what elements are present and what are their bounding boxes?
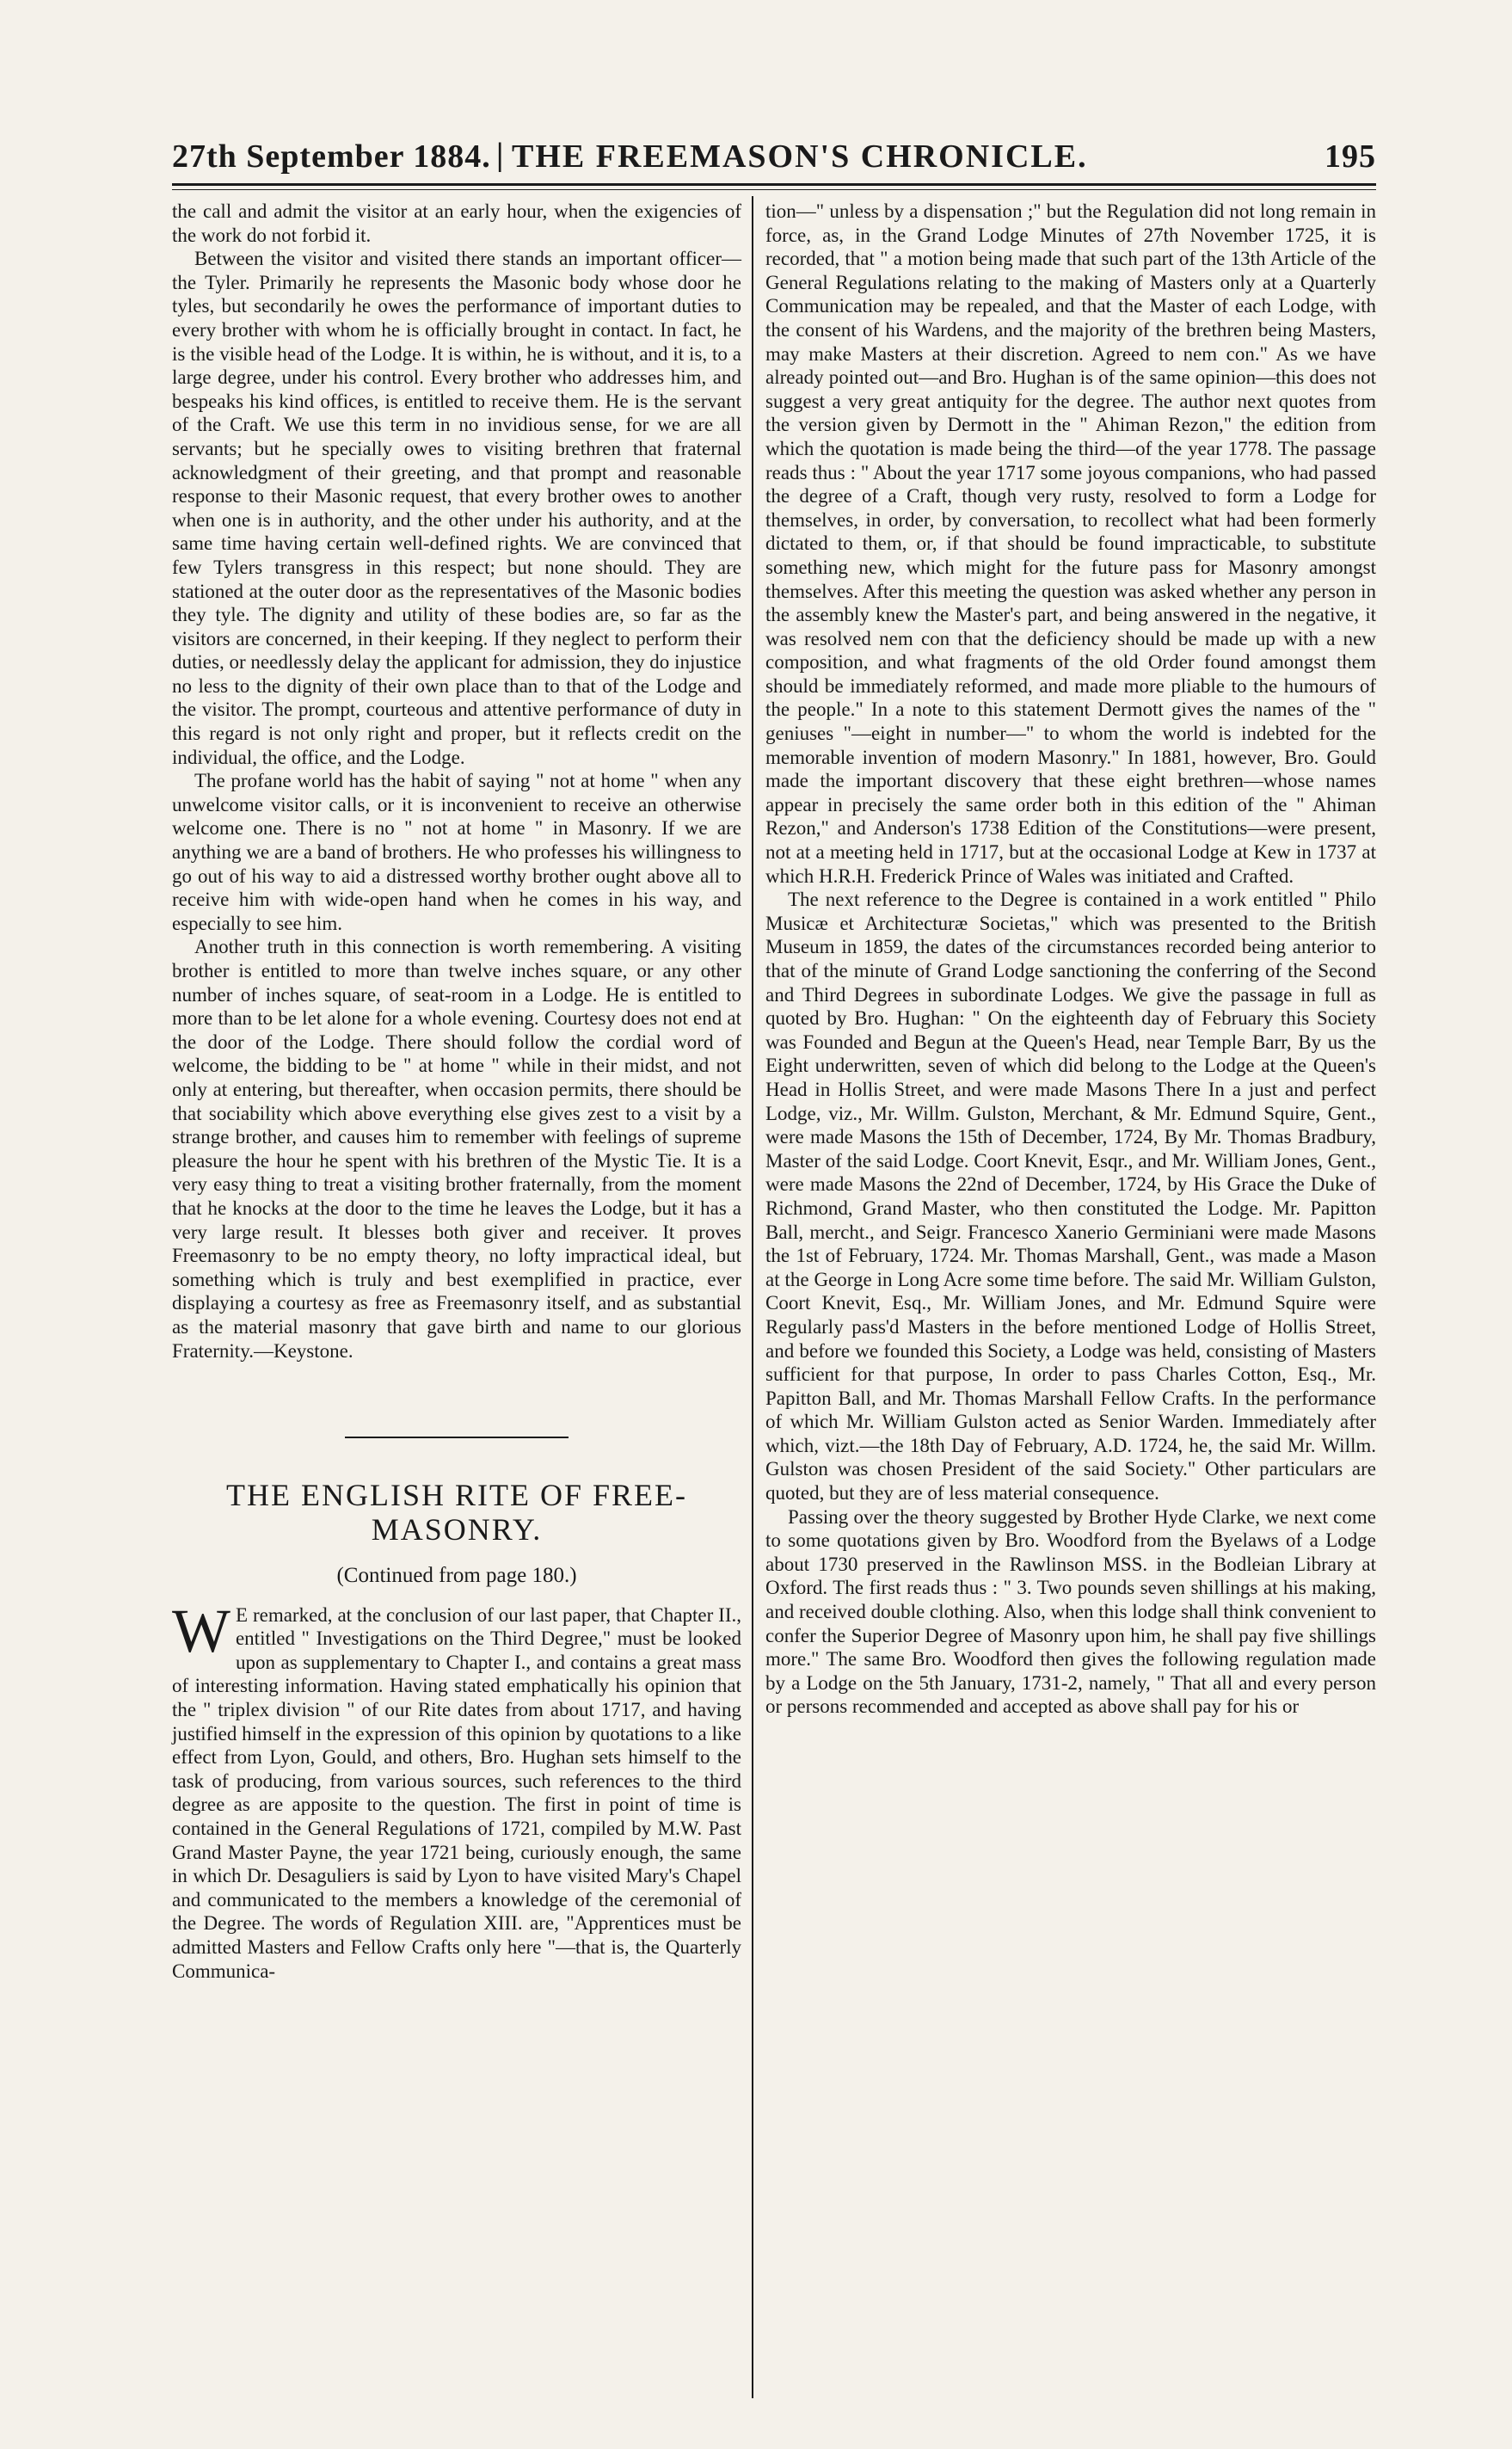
article-opening-text: E remarked, at the conclusion of our last paper, that Chapter II., entitled " Investigations on the Third Degree," must be looked upon as supplementary to Chapter I., and contains a great mass of interesting information. Having stated emphatically his opinion that the " triplex division " of our Rite dates from about 1717, and having justified himself in the expression of this opinion by quotations to a like effect from Lyon, Gould, and others, Bro. Hughan sets himself to the task of producing, from various sources, such references to the third degree as are apposite to the question. The first in point of time is contained in the General Regulations of 1721, compiled by M.W. Past Grand Master Payne, the year 1721 being, curiously enough, the same in which Dr. Desaguliers is said by Lyon to have visited Mary's Chapel and communicated to the members a knowledge of the ceremonial of the Degree. The words of Regulation XIII. are, "Apprentices must be admitted Masters and Fellow Crafts only here "—that is, the Quarterly Communica- [172, 1603, 741, 1982]
page-number: 195 [1325, 138, 1376, 175]
paragraph: The profane world has the habit of saying " not at home " when any unwelcome visitor calls, or it is inconvenient to receive an otherwise welcome one. There is no " not at home " in Masonry. If we are anything we are a band of brothers. He who professes his willingness to go out of his way to aid a distressed worthy brother ought above all to receive him with wide-open hand when he comes in his way, and especially to see him. [172, 770, 741, 934]
header-divider: | [496, 137, 505, 173]
paragraph: Passing over the theory suggested by Brother Hyde Clarke, we next come to some quotations given by Bro. Woodford from the Byelaws of a Lodge about 1730 preserved in the Rawlinson MSS. in the Bodleian Library at Oxford. The first reads thus : " 3. Two pounds seven shillings at his making, and received double clothing. Also, when this lodge shall think convenient to confer the Superior Degree of Masonry upon him, he shall pay five shillings more." The same Bro. Woodford then gives the following regulation made by a Lodge on the 5th January, 1731-2, namely, " That all and every person or persons recommended and accepted as above shall pay for his or [765, 1505, 1376, 1718]
drop-cap: W [172, 1596, 230, 1665]
article-opening-paragraph [172, 1596, 741, 1984]
paragraph: tion—" unless by a dispensation ;" but the Regulation did not long remain in force, as, in the Grand Lodge Minutes of 27th November 1725, it is recorded, that " a motion being made that such part of the 13th Article of the General Regulations relating to the making of Masters only at a Quarterly Communication may be repealed, and that the Master of each Lodge, with the consent of his Wardens, and the majority of the brethren being Masters, may make Masters at their discretion. Agreed to nem con." As we have already pointed out—and Bro. Hughan is of the same opinion—this does not suggest a very great antiquity for the degree. The author next quotes from the version given by Dermott in the " Ahiman Rezon," the edition from which the quotation is made being the third—of the year 1778. The passage reads thus : " About the year 1717 some joyous companions, who had passed the degree of a Craft, though very rusty, resolved to form a Lodge for themselves, in order, by conversation, to recollect what had been formerly dictated to them, or, if that should be found impracticable, to substitute something new, which might for the future pass for Masonry amongst themselves. After this meeting the question was asked whether any person in the assembly knew the Master's part, and being answered in the negative, it was resolved nem con that the deficiency should be made up with a new composition, and what fragments of the old Order found amongst them should be immediately reformed, and made more pliable to the humours of the people." In a note to this statement Dermott gives the names of the " geniuses "—eight in number—" to whom the world is indebted for the memorable invention of modern Masonry." In 1881, however, Bro. Gould made the important discovery that these eight brethren—whose names appear in precisely the same order both in this edition of the " Ahiman Rezon," and Anderson's 1738 Edition of the Constitutions—were present, not at a meeting held in 1717, but at the occasional Lodge at Kew in 1737 at which H.R.H. Frederick Prince of Wales was initiated and Crafted. [765, 200, 1376, 887]
paragraph: the call and admit the visitor at an early hour, when the exigencies of the work do not forbid it. [172, 200, 741, 246]
header-rule-thick [172, 183, 1376, 186]
article-title: THE ENGLISH RITE OF FREE-MASONRY. [226, 1478, 687, 1548]
article-subtitle: (Continued from page 180.) [336, 1564, 577, 1588]
issue-date: 27th September 1884. [172, 138, 491, 175]
paragraph: The next reference to the Degree is contained in a work entitled " Philo Musicæ et Architecturæ Societas," which was presented to the British Museum in 1859, the dates of the circumstances recorded being anterior to that of the minute of Grand Lodge sanctioning the conferring of the Second and Third Degrees in subordinate Lodges. We give the passage in full as quoted by Bro. Hughan: " On the eighteenth day of February this Society was Founded and Begun at the Queen's Head, near Temple Barr, By us the Eight underwritten, seven of which did belong to the Lodge at the Queen's Head in Hollis Street, and were made Masons There In a just and perfect Lodge, viz., Mr. Willm. Gulston, Merchant, & Mr. Edmund Squire, Gent., were made Masons the 15th of December, 1724, By Mr. Thomas Bradbury, Master of the said Lodge. Coort Knevit, Esqr., and Mr. William Jones, Gent., were made Masons the 22nd of December, 1724, by His Grace the Duke of Richmond, Grand Master, who then constituted the Lodge. Mr. Papitton Ball, mercht., and Seigr. Francesco Xanerio Germiniani were made Masons the 1st of February, 1724. Mr. Thomas Marshall, Gent., was made a Mason at the George in Long Acre some time before. The said Mr. William Gulston, Coort Knevit, Esq., Mr. William Jones, and Mr. Edmund Squire were Regularly pass'd Masters in the before mentioned Lodge of Hollis Street, and before we founded this Society, a Lodge was held, consisting of Masters sufficient for that purpose, In order to pass Charles Cotton, Esq., Mr. Papitton Ball, and Mr. Thomas Marshall Fellow Crafts. In the performance of which Mr. William Gulston acted as Senior Warden. Immediately after which, vizt.—the 18th Day of February, A.D. 1724, he, the said Mr. Willm. Gulston was chosen President of the said Society." Other particulars are quoted, but they are of less material consequence. [765, 889, 1376, 1504]
paragraph: Another truth in this connection is worth remembering. A visiting brother is entitled to more than twelve inches square, or any other number of inches square, of seat-room in a Lodge. He is entitled to more than to be let alone for a whole evening. Courtesy does not end at the door of the Lodge. There should follow the cordial word of welcome, the bidding to be " at home " while in their midst, and not only at entering, but thereafter, when occasion permits, there should be that sociability which above everything else gives zest to a visit by a strange brother, and causes him to remember with feelings of supreme pleasure the hour he spent with his brethren of the Mystic Tie. It is a very easy thing to treat a visiting brother fraternally, from the moment that he knocks at the door to the time he leaves the Lodge, but it has a very large result. It blesses both giver and receiver. It proves Freemasonry to be no empty theory, no lofty impractical ideal, but something which is truly and best exemplified in practice, ever displaying a courtesy as free as Freemasonry itself, and as substantial as the material masonry that gave birth and name to our glorious Fraternity.—Keystone. [172, 936, 741, 1362]
masthead-title: THE FREEMASON'S CHRONICLE. [512, 138, 1088, 175]
column-divider [752, 196, 753, 2398]
article-separator [345, 1437, 569, 1438]
page-header [172, 138, 1376, 177]
paragraph: Between the visitor and visited there stands an important officer—the Tyler. Primarily he represents the Masonic body whose door he tyles, but secondarily he owes the performance of important duties to every brother with whom he is officially brought in contact. In fact, he is the visible head of the Lodge. It is within, he is without, and it is, to a large degree, under his control. Every brother who addresses him, and bespeaks his kind offices, is entitled to receive them. He is the servant of the Craft. We use this term in no invidious sense, for we are all servants; but he specially owes to visiting brethren that fraternal acknowledgment of their greeting, and that prompt and reasonable response to their Masonic request, that every brother owes to another when one is in authority, and the other under his authority, and at the same time having certain well-defined rights. We are convinced that few Tylers transgress in this respect; but none should. They are stationed at the outer door as the representatives of the Masonic bodies they tyle. The dignity and utility of these bodies are, so far as the visitors are concerned, in their keeping. If they neglect to perform their duties, or needlessly delay the applicant for admission, they do injustice no less to the dignity of their own place than to that of the Lodge and the visitor. The prompt, courteous and attentive performance of duty in this regard is not only right and proper, but it reflects credit on the individual, the office, and the Lodge. [172, 248, 741, 768]
left-column [172, 200, 741, 1983]
right-column [765, 200, 1376, 1719]
header-rule-thin [172, 189, 1376, 190]
